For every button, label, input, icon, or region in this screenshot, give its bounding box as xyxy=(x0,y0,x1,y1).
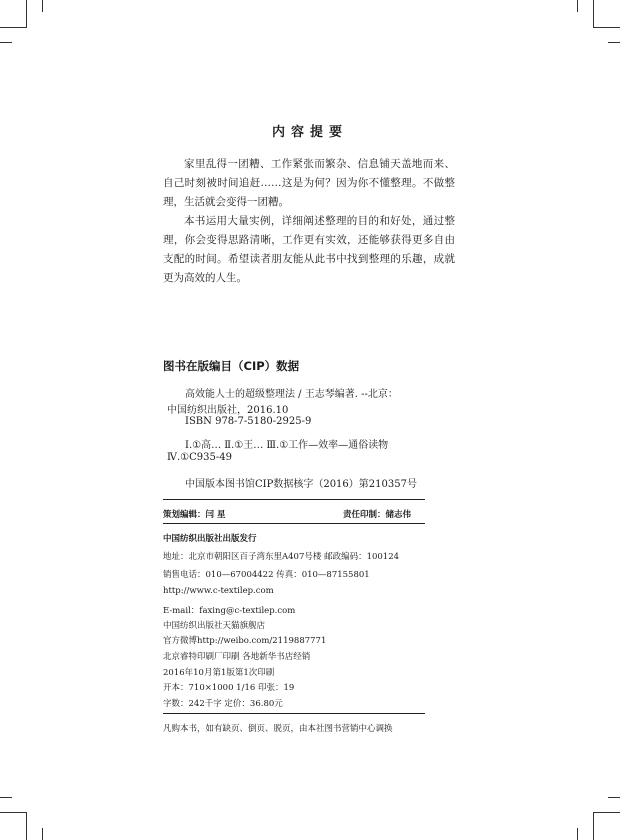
planning-editor: 策划编辑：闫 星 xyxy=(163,510,226,520)
cip-heading: 图书在版编目（CIP）数据 xyxy=(163,359,300,373)
publisher-email: E-mail：faxing@c-textilep.com xyxy=(163,606,296,616)
summary-paragraph: 本书运用大量实例，详细阐述整理的目的和好处，通过整理，你会变得思路清晰，工作更有实效，还能够获得更多自由支配的时间。希望读者朋友能从此书中找到整理的乐趣，成就更为高效的人生。 xyxy=(163,215,455,284)
publisher-line: 北京睿特印刷厂印刷 各地新华书店经销 xyxy=(163,652,311,662)
publisher-line: 中国纺织出版社出版发行 xyxy=(163,534,257,544)
publisher-line: 字数：242千字 定价：36.80元 xyxy=(163,699,283,709)
cip-line: 中国纺织出版社，2016.10 xyxy=(167,405,289,416)
cip-line: 高效能人士的超级整理法 / 王志琴编著. --北京： xyxy=(185,389,398,400)
divider xyxy=(163,713,425,714)
publisher-weibo: 官方微博http://weibo.com/2119887771 xyxy=(163,636,327,646)
publisher-line: 地址：北京市朝阳区百子湾东里A407号楼 邮政编码：100124 xyxy=(163,552,400,562)
cip-line: Ⅳ.①C935-49 xyxy=(167,452,232,463)
publisher-line: 开本：710×1000 1/16 印张：19 xyxy=(163,683,295,693)
cip-line: ISBN 978-7-5180-2925-9 xyxy=(185,416,312,427)
divider xyxy=(163,523,425,524)
cip-record: 中国版本图书馆CIP数据核字（2016）第210357号 xyxy=(185,479,417,490)
summary-paragraph: 家里乱得一团糟、工作紧张而繁杂、信息铺天盖地而来、自己时刻被时间追赶……这是为何？因为你不懂整理。不做整理，生活就会变得一团糟。 xyxy=(163,158,455,208)
return-notice: 凡购本书，如有缺页、倒页、脱页，由本社图书营销中心调换 xyxy=(163,724,393,734)
summary-body xyxy=(163,155,455,288)
publisher-website: http://www.c-textilep.com xyxy=(163,586,274,596)
summary-title: 内容提要 xyxy=(271,125,348,140)
print-editor: 责任印制：储志伟 xyxy=(343,510,412,520)
divider xyxy=(163,499,425,500)
publisher-line: 2016年10月第1版第1次印刷 xyxy=(163,668,275,678)
publisher-line: 销售电话：010—67004422 传真：010—87155801 xyxy=(163,570,370,580)
cip-line: Ⅰ.①高… Ⅱ.①王… Ⅲ.①工作—效率—通俗读物 xyxy=(185,440,389,451)
publisher-line: 中国纺织出版社天猫旗舰店 xyxy=(163,621,266,631)
